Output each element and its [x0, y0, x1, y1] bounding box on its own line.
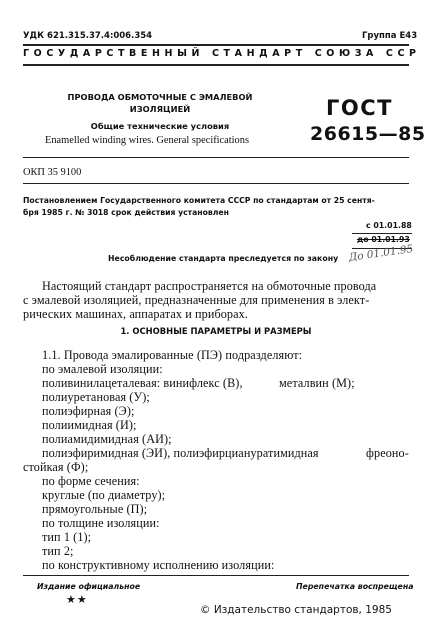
publisher-copyright: © Издательство стандартов, 1985: [200, 604, 392, 616]
polyesterimide-c: стойкая (Ф);: [23, 460, 89, 474]
title-line1: ПРОВОДА ОБМОТОЧНЫЕ С ЭМАЛЕВОЙ: [67, 92, 253, 102]
intro-line1: Настоящий стандарт распространяется на обмоточные провода: [42, 279, 377, 293]
round: круглые (по диаметру);: [42, 488, 166, 502]
decree-line1: Постановлением Государственного комитета СССР по стандартам от 25 сентя-: [23, 196, 375, 205]
polyvinyl-a: поливинилацеталевая: винифлекс (В),: [42, 376, 243, 390]
no-reprint: Перепечатка воспрещена: [296, 582, 414, 591]
rectangular: прямоугольные (П);: [42, 502, 148, 516]
validity-rule-1: [352, 233, 412, 234]
header-rule-bottom: [23, 64, 409, 66]
udk-code: УДК 621.315.37.4:006.354: [23, 31, 153, 41]
polyester: полиэфирная (Э);: [42, 404, 135, 418]
item-1-1: 1.1. Провода эмалированные (ПЭ) подразделяют:: [42, 348, 303, 362]
decree-line2: бря 1985 г. № 3018 срок действия установлен: [23, 208, 229, 217]
polyesterimide-b: фреоно-: [366, 446, 409, 460]
footer-rule: [23, 575, 409, 576]
english-title: Enamelled winding wires. General specifications: [45, 135, 249, 146]
group-code: Группа Е43: [362, 31, 418, 41]
by-section: по форме сечения:: [42, 474, 140, 488]
subtitle: Общие технические условия: [90, 121, 230, 131]
header-rule-top: [23, 44, 409, 46]
okp-code: ОКП 35 9100: [23, 167, 82, 178]
stars-mark: ★★: [66, 594, 88, 606]
by-enamel: по эмалевой изоляции:: [42, 362, 163, 376]
intro-line2: с эмалевой изоляцией, предназначенные для применения в элект-: [23, 293, 370, 307]
polyesterimide-a: полиэфиримидная (ЭИ), полиэфирциануратимидная: [42, 446, 319, 460]
standard-banner: ГОСУДАРСТВЕННЫЙ СТАНДАРТ СОЮЗА ССР: [23, 48, 421, 59]
polyamideimide: полиамидимидная (АИ);: [42, 432, 172, 446]
type-2: тип 2;: [42, 544, 74, 558]
title-line2: ИЗОЛЯЦИЕЙ: [129, 104, 191, 114]
handwritten-note: До 01.01.95: [348, 242, 415, 264]
gost-label: ГОСТ: [326, 96, 393, 120]
by-thickness: по толщине изоляции:: [42, 516, 160, 530]
type-1: тип 1 (1);: [42, 530, 92, 544]
polyurethane: полиуретановая (У);: [42, 390, 150, 404]
divider-1: [23, 157, 409, 158]
divider-2: [23, 183, 409, 184]
by-design: по конструктивному исполнению изоляции:: [42, 558, 275, 572]
intro-line3: рических машинах, аппаратах и приборах.: [23, 307, 248, 321]
legal-notice: Несоблюдение стандарта преследуется по закону: [108, 254, 339, 263]
polyvinyl-b: металвин (М);: [279, 376, 355, 390]
official-edition: Издание официальное: [37, 582, 141, 591]
polyimide: полиимидная (И);: [42, 418, 137, 432]
gost-number: 26615—85: [310, 123, 426, 145]
validity-from: с 01.01.88: [366, 221, 412, 230]
section-1-heading: 1. ОСНОВНЫЕ ПАРАМЕТРЫ И РАЗМЕРЫ: [120, 326, 312, 336]
validity-to: до 01.01.93: [357, 235, 410, 244]
